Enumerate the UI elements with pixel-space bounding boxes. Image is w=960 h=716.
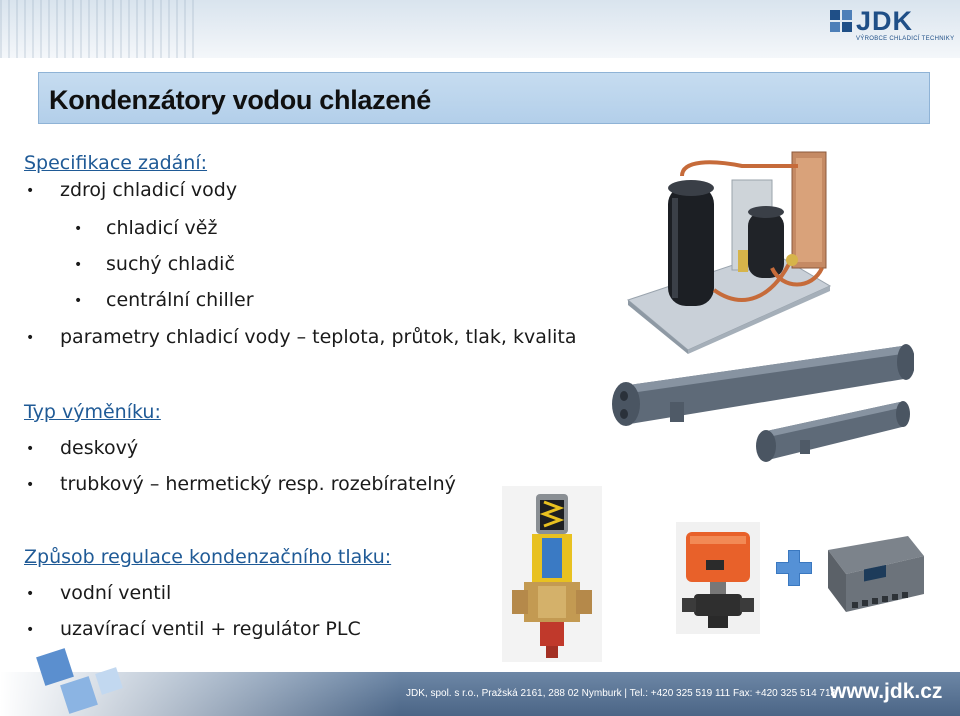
bullet-icon: •	[26, 477, 35, 493]
decorative-squares-icon	[34, 640, 144, 716]
jdk-logo	[830, 6, 955, 48]
bullet-icon: •	[26, 330, 35, 346]
section-heading-exchanger-type: Typ výměníku:	[24, 401, 161, 423]
list-item: vodní ventil	[60, 582, 172, 604]
list-item: chladicí věž	[106, 217, 218, 239]
list-item: deskový	[60, 437, 139, 459]
section-heading-specification: Specifikace zadání:	[24, 152, 208, 174]
list-item: trubkový – hermetický resp. rozebíratelný	[60, 473, 456, 495]
logo-brand: JDK	[856, 6, 914, 36]
footer-contact: JDK, spol. s r.o., Pražská 2161, 288 02 Nymburk | Tel.: +420 325 519 111 Fax: +420 325 514 718	[406, 688, 837, 699]
bullet-icon: •	[26, 586, 35, 602]
bullet-icon: •	[26, 183, 35, 199]
shell-tube-exchanger-image	[610, 336, 914, 486]
water-valve-image	[502, 486, 602, 662]
plc-controller-image	[824, 532, 928, 616]
plus-icon	[776, 550, 812, 586]
title-bar	[38, 72, 930, 124]
bullet-icon: •	[74, 221, 83, 237]
list-item: zdroj chladicí vody	[60, 179, 238, 201]
list-item: suchý chladič	[106, 253, 235, 275]
logo-tagline: VÝROBCE CHLADICÍ TECHNIKY	[856, 36, 955, 42]
footer-website-link[interactable]: www.jdk.cz	[830, 680, 943, 703]
ball-valve-actuator-image	[676, 522, 760, 634]
bullet-icon: •	[74, 257, 83, 273]
bullet-icon: •	[26, 622, 35, 638]
jdk-logo-icon	[830, 10, 852, 32]
condensing-unit-image	[622, 140, 834, 354]
header-stripes	[0, 0, 200, 58]
list-item: centrální chiller	[106, 289, 254, 311]
bullet-icon: •	[74, 293, 83, 309]
page-title: Kondenzátory vodou chlazené	[49, 85, 431, 115]
bullet-icon: •	[26, 441, 35, 457]
section-heading-regulation: Způsob regulace kondenzačního tlaku:	[24, 546, 392, 568]
list-item: parametry chladicí vody – teplota, průtok, tlak, kvalita	[60, 326, 577, 348]
list-item: uzavírací ventil + regulátor PLC	[60, 618, 361, 640]
